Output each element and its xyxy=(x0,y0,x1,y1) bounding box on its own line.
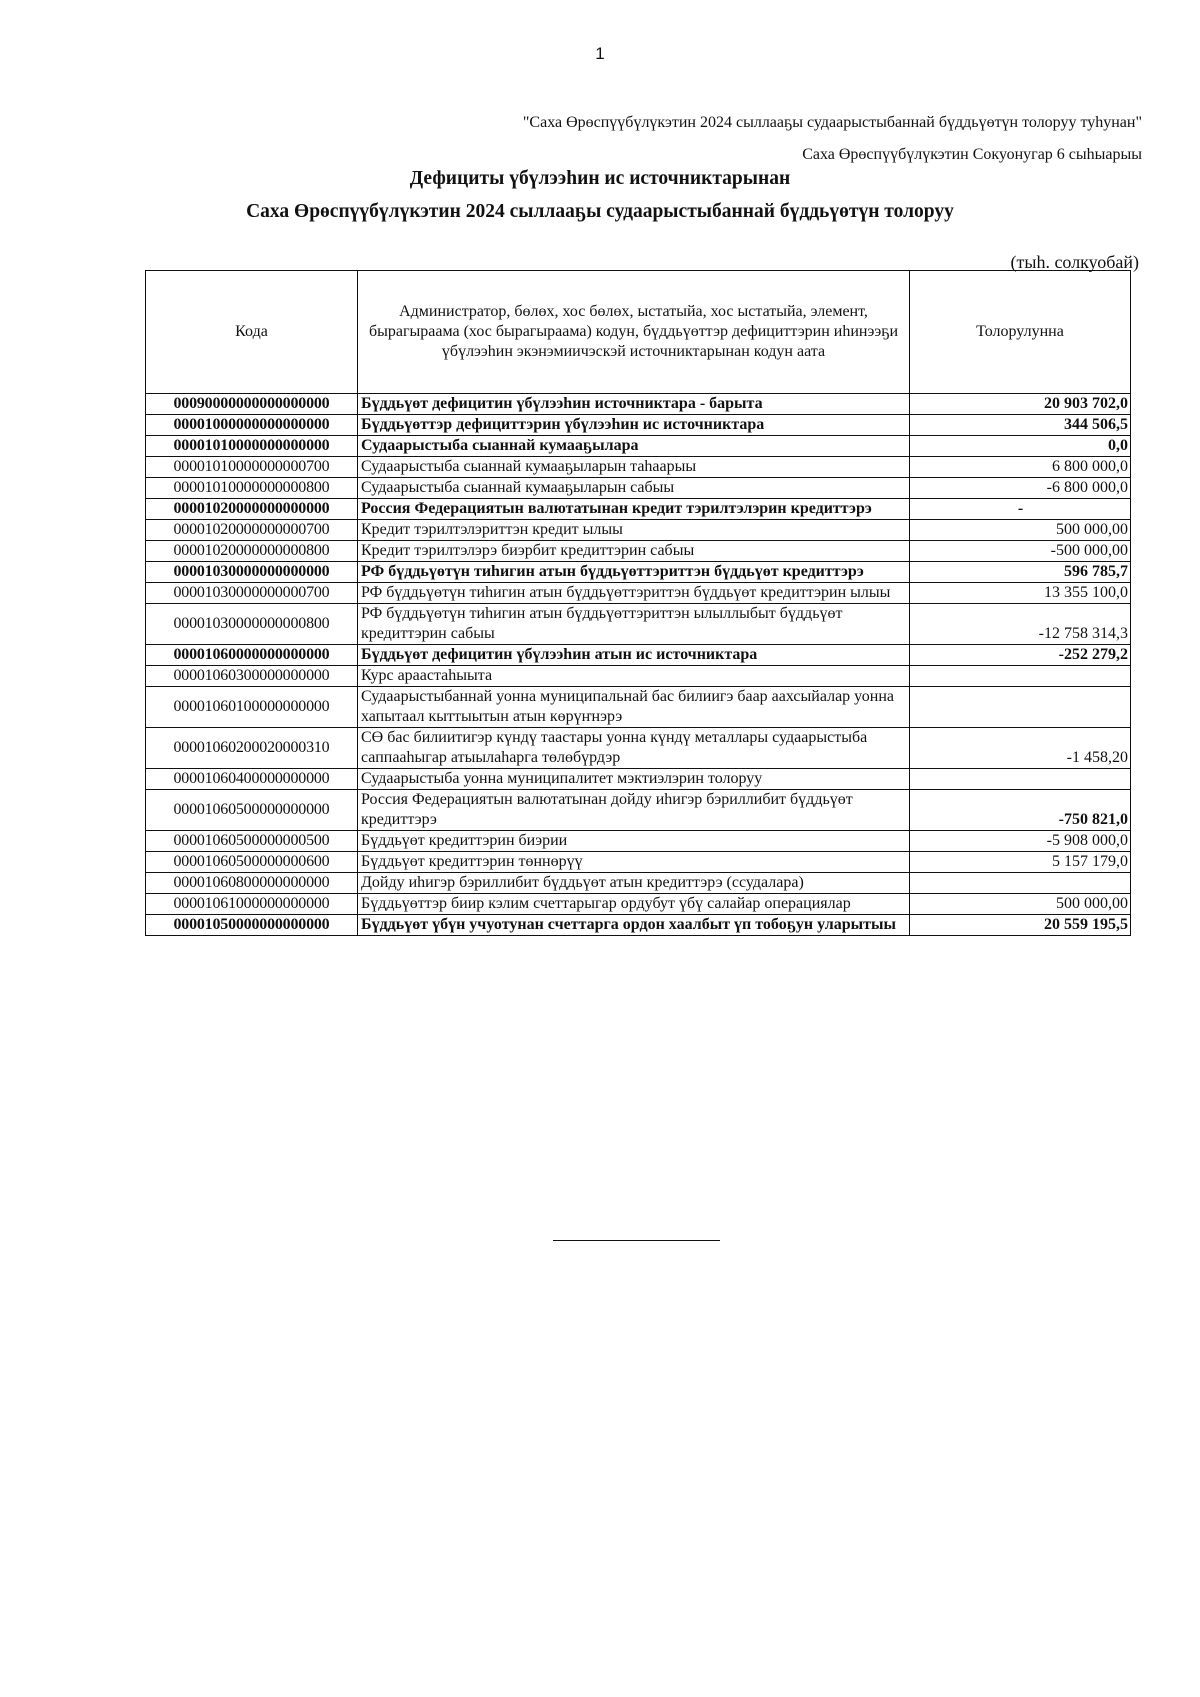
table-row xyxy=(146,873,1131,894)
table-row xyxy=(146,541,1131,562)
table-row xyxy=(146,852,1131,873)
description-cell: Бүддьүөт кредиттэрин төннөрүү xyxy=(358,852,910,873)
table-row xyxy=(146,520,1131,541)
table-row xyxy=(146,436,1131,457)
description-cell: Судаарыстыба сыаннай кумааҕылара xyxy=(358,436,910,457)
amount-cell: -750 821,0 xyxy=(910,790,1131,831)
amount-cell xyxy=(910,687,1131,728)
table-row xyxy=(146,394,1131,415)
table-body xyxy=(146,394,1131,936)
deficit-sources-table xyxy=(145,270,1131,936)
description-cell: СӨ бас билиитигэр күндү таастары уонна күндү металлары судаарыстыба саппааһыгар атыылаһарга төлөбүрдэр xyxy=(358,728,910,769)
amount-cell: - xyxy=(910,499,1131,520)
code-cell: 00001030000000000700 xyxy=(146,583,358,604)
units-label: (тыһ. солкуобай) xyxy=(1010,252,1139,272)
description-cell: Дойду иһигэр бэриллибит бүддьүөт атын кредиттэрэ (ссудалара) xyxy=(358,873,910,894)
code-cell: 00001030000000000000 xyxy=(146,562,358,583)
description-cell: Бүддьүөт үбүн учуотунан счеттарга ордон хаалбыт үп тобоҕун уларытыы xyxy=(358,915,910,936)
description-cell: РФ бүддьүөтүн тиһигин атын бүддьүөттэриттэн ылыллыбыт бүддьүөт кредиттэрин сабыы xyxy=(358,604,910,645)
amount-cell: -6 800 000,0 xyxy=(910,478,1131,499)
description-cell: Бүддьүөт дефицитин үбүлээһин атын ис источниктара xyxy=(358,645,910,666)
header-amount: Толорулунна xyxy=(910,271,1131,394)
table-row xyxy=(146,666,1131,687)
table-row xyxy=(146,499,1131,520)
table-row xyxy=(146,790,1131,831)
code-cell: 00001061000000000000 xyxy=(146,894,358,915)
code-cell: 00090000000000000000 xyxy=(146,394,358,415)
footer-divider xyxy=(553,1240,720,1241)
amount-cell: 596 785,7 xyxy=(910,562,1131,583)
table-row xyxy=(146,562,1131,583)
code-cell: 00001010000000000700 xyxy=(146,457,358,478)
amount-cell: 20 559 195,5 xyxy=(910,915,1131,936)
code-cell: 00001060500000000600 xyxy=(146,852,358,873)
code-cell: 00001050000000000000 xyxy=(146,915,358,936)
code-cell: 00001010000000000000 xyxy=(146,436,358,457)
amount-cell: 5 157 179,0 xyxy=(910,852,1131,873)
description-cell: Судаарыстыба уонна муниципалитет мэктиэлэрин толоруу xyxy=(358,769,910,790)
description-cell: Бүддьүөттэр дефициттэрин үбүлээһин ис источниктара xyxy=(358,415,910,436)
code-cell: 00001060800000000000 xyxy=(146,873,358,894)
description-cell: Бүддьүөт дефицитин үбүлээһин источниктара - барыта xyxy=(358,394,910,415)
table-row xyxy=(146,583,1131,604)
description-cell: Россия Федерациятын валютатынан дойду иһигэр бэриллибит бүддьүөт кредиттэрэ xyxy=(358,790,910,831)
description-cell: Курс араастаһыыта xyxy=(358,666,910,687)
amount-cell xyxy=(910,666,1131,687)
code-cell: 00001060400000000000 xyxy=(146,769,358,790)
description-cell: Бүддьүөттэр биир кэлим счеттарыгар ордубут үбү салайар операциялар xyxy=(358,894,910,915)
document-title-line-2: Саха Өрөспүүбүлүкэтин 2024 сыллааҕы судаарыстыбаннай бүддьүөтүн толоруу xyxy=(246,201,954,222)
table-row xyxy=(146,894,1131,915)
header-code: Кода xyxy=(146,271,358,394)
amount-cell: 0,0 xyxy=(910,436,1131,457)
amount-cell: -5 908 000,0 xyxy=(910,831,1131,852)
table-row xyxy=(146,478,1131,499)
code-cell: 00001060000000000000 xyxy=(146,645,358,666)
code-cell: 00001060500000000000 xyxy=(146,790,358,831)
code-cell: 00001060300000000000 xyxy=(146,666,358,687)
amount-cell: -500 000,00 xyxy=(910,541,1131,562)
amount-cell: -12 758 314,3 xyxy=(910,604,1131,645)
code-cell: 00001020000000000700 xyxy=(146,520,358,541)
amount-cell: 20 903 702,0 xyxy=(910,394,1131,415)
description-cell: Судаарыстыбаннай уонна муниципальнай бас билиигэ баар аахсыйалар уонна хапытаал кыттыытын атын көрүҥнэрэ xyxy=(358,687,910,728)
description-cell: Кредит тэрилтэлэрэ биэрбит кредиттэрин сабыы xyxy=(358,541,910,562)
annex-reference-line-2: Саха Өрөспүүбүлүкэтин Сокуонугар 6 сыһыарыы xyxy=(802,146,1142,163)
amount-cell: 13 355 100,0 xyxy=(910,583,1131,604)
table-row xyxy=(146,769,1131,790)
annex-reference-line-1: "Саха Өрөспүүбүлүкэтин 2024 сыллааҕы судаарыстыбаннай бүддьүөтүн толоруу туһунан" xyxy=(522,114,1142,131)
description-cell: Кредит тэрилтэлэриттэн кредит ылыы xyxy=(358,520,910,541)
code-cell: 00001030000000000800 xyxy=(146,604,358,645)
description-cell: Судаарыстыба сыаннай кумааҕыларын сабыы xyxy=(358,478,910,499)
code-cell: 00001020000000000800 xyxy=(146,541,358,562)
code-cell: 00001020000000000000 xyxy=(146,499,358,520)
table-row xyxy=(146,687,1131,728)
table-row xyxy=(146,915,1131,936)
description-cell: РФ бүддьүөтүн тиһигин атын бүддьүөттэриттэн бүддьүөт кредиттэрин ылыы xyxy=(358,583,910,604)
description-cell: Бүддьүөт кредиттэрин биэрии xyxy=(358,831,910,852)
description-cell: РФ бүддьүөтүн тиһигин атын бүддьүөттэриттэн бүддьүөт кредиттэрэ xyxy=(358,562,910,583)
amount-cell: 6 800 000,0 xyxy=(910,457,1131,478)
description-cell: Россия Федерациятын валютатынан кредит тэрилтэлэрин кредиттэрэ xyxy=(358,499,910,520)
code-cell: 00001060200020000310 xyxy=(146,728,358,769)
page-number: 1 xyxy=(595,44,605,63)
table-row xyxy=(146,457,1131,478)
amount-cell: -252 279,2 xyxy=(910,645,1131,666)
amount-cell: 500 000,00 xyxy=(910,520,1131,541)
header-description: Администратор, бөлөх, хос бөлөх, ыстатыйа, хос ыстатыйа, элемент, бырагыраама (хос бырагыраама) кодун, бүддьүөттэр дефициттэрин иһинээҕи үбүлээһин экэнэмиичэскэй источниктарынан кодун аата xyxy=(358,271,910,394)
table-row xyxy=(146,645,1131,666)
code-cell: 00001000000000000000 xyxy=(146,415,358,436)
amount-cell: -1 458,20 xyxy=(910,728,1131,769)
amount-cell: 344 506,5 xyxy=(910,415,1131,436)
amount-cell xyxy=(910,873,1131,894)
table-row xyxy=(146,728,1131,769)
table-row xyxy=(146,604,1131,645)
code-cell: 00001010000000000800 xyxy=(146,478,358,499)
table-row xyxy=(146,831,1131,852)
document-title-line-1: Дефициты үбүлээһин ис источниктарынан xyxy=(409,168,791,189)
table-row xyxy=(146,415,1131,436)
code-cell: 00001060100000000000 xyxy=(146,687,358,728)
table-header-row xyxy=(146,271,1131,394)
description-cell: Судаарыстыба сыаннай кумааҕыларын таһаарыы xyxy=(358,457,910,478)
code-cell: 00001060500000000500 xyxy=(146,831,358,852)
amount-cell: 500 000,00 xyxy=(910,894,1131,915)
amount-cell xyxy=(910,769,1131,790)
